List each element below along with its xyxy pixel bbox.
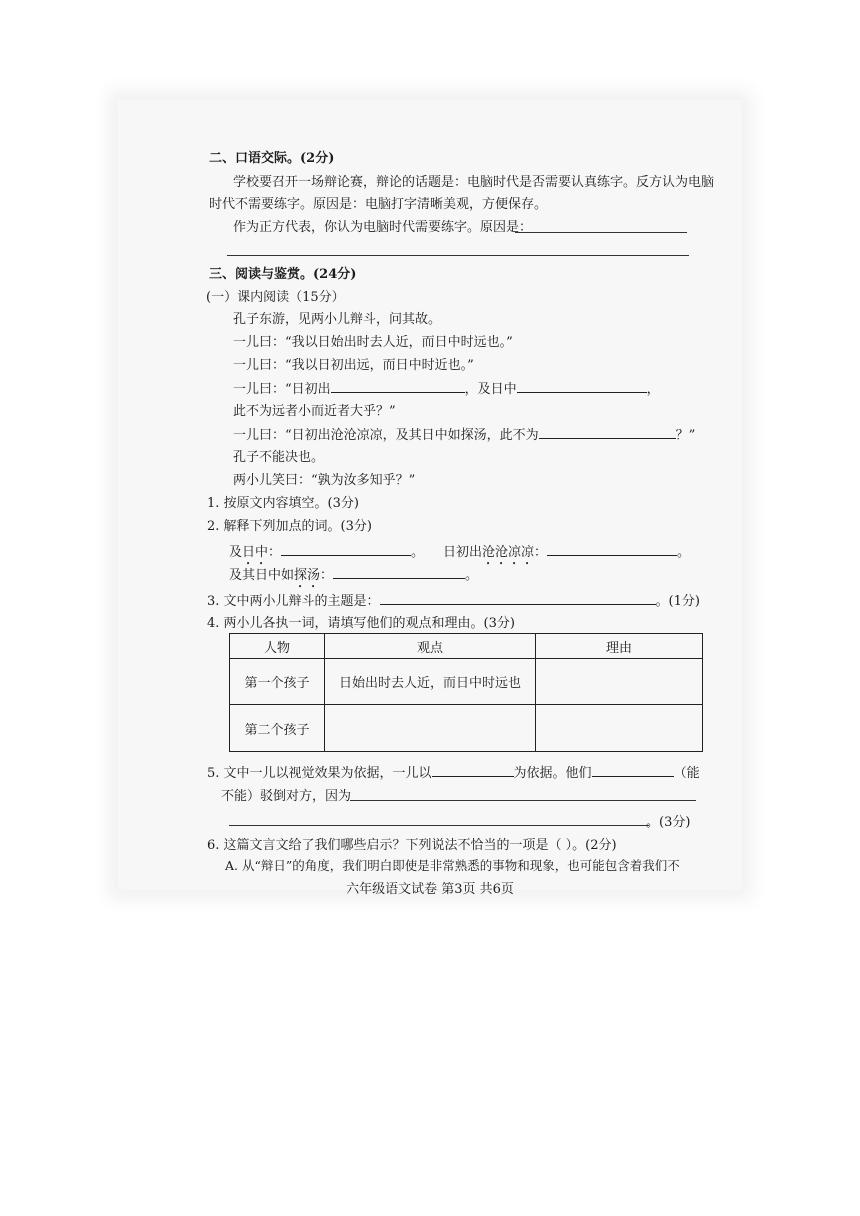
passage-line: 孔子不能决也。 <box>233 450 325 465</box>
q5-text: 为依据。他们 <box>513 766 592 781</box>
section-2-paragraph-line-1: 学校要召开一场辩论赛，辩论的话题是：电脑时代是否需要认真练字。反方认为电脑 <box>233 175 715 190</box>
table-header: 人物 <box>230 634 325 659</box>
table-cell-answer[interactable] <box>536 705 703 752</box>
q5-text: 5. 文中一儿以视觉效果为依据，一儿以 <box>207 766 432 781</box>
blank[interactable] <box>547 542 677 556</box>
table-header-row <box>230 634 703 659</box>
passage-line: 一儿曰：“我以日初出远，而日中时近也。” <box>233 358 474 373</box>
q2-item-3 <box>229 565 478 591</box>
question-5-line-1 <box>207 763 700 784</box>
q2-item-2 <box>443 542 690 568</box>
q2-text: 日初出 <box>443 545 483 560</box>
viewpoint-table <box>229 633 703 752</box>
answer-line[interactable] <box>515 232 687 233</box>
section-2-prompt: 作为正方代表，你认为电脑时代需要练字。原因是： <box>233 220 533 235</box>
q3-text: 3. 文中两小儿辩斗的主题是： <box>207 594 380 609</box>
answer-line[interactable] <box>350 800 696 801</box>
passage-text: 一儿曰：“日初出 <box>233 382 331 397</box>
table-cell-answer[interactable] <box>325 705 536 752</box>
table-row <box>230 659 703 705</box>
q2-text: 。 <box>411 545 425 560</box>
table-cell-answer[interactable] <box>536 659 703 705</box>
q5-score: 。(3分) <box>646 815 691 830</box>
passage-text: 一儿曰：“日初出沧沧凉凉，及其日中如探汤，此不为 <box>233 428 539 443</box>
question-6: 6. 这篇文言文给了我们哪些启示？下列说法不恰当的一项是（ ）。(2分) <box>207 838 617 853</box>
section-2-heading: 二、口语交际。(2分) <box>209 151 335 166</box>
q2-text: ： <box>534 545 548 560</box>
question-3 <box>207 591 700 612</box>
q5-text: （能 <box>673 766 700 781</box>
question-6-option-a: A. 从“辩日”的角度，我们明白即使是非常熟悉的事物和现象，也可能包含着我们不 <box>225 858 680 873</box>
passage-text: ， <box>646 382 660 397</box>
passage-text: ，及日中 <box>464 382 517 397</box>
blank[interactable] <box>333 565 465 579</box>
dotted-word: 沧沧凉凉 <box>482 545 535 560</box>
passage-line: 两小儿笑曰：“孰为汝多知乎？” <box>233 473 416 488</box>
answer-line[interactable] <box>229 825 649 826</box>
section-3-heading: 三、阅读与鉴赏。(24分) <box>209 267 357 282</box>
passage-text: ？” <box>675 428 696 443</box>
dotted-word: 日中 <box>242 545 269 560</box>
passage-line-with-blanks <box>233 379 660 400</box>
table-cell: 第二个孩子 <box>230 705 325 752</box>
passage-line: 此不为远者小而近者大乎？” <box>233 404 396 419</box>
question-4: 4. 两小儿各执一词，请填写他们的观点和理由。(3分) <box>207 616 515 631</box>
blank[interactable] <box>432 763 514 777</box>
q2-text: ： <box>268 545 282 560</box>
section-2-paragraph-line-2: 时代不需要练字。原因是：电脑打字清晰美观，方便保存。 <box>209 197 548 212</box>
table-header: 理由 <box>536 634 703 659</box>
blank[interactable] <box>331 379 465 393</box>
q2-text: 及其日中如 <box>229 568 295 583</box>
section-3-subheading: (一）课内阅读（15分） <box>206 290 345 305</box>
table-cell: 日始出时去人近，而日中时远也 <box>325 659 536 705</box>
blank[interactable] <box>281 542 411 556</box>
passage-line: 孔子东游，见两小儿辩斗，问其故。 <box>233 312 442 327</box>
q2-text: 。 <box>677 545 691 560</box>
passage-line-with-blank <box>233 425 695 446</box>
page-footer: 六年级语文试卷 第3页 共6页 <box>346 882 514 897</box>
table-header: 观点 <box>325 634 536 659</box>
q2-text: 及 <box>229 545 243 560</box>
blank[interactable] <box>380 591 656 605</box>
passage-line: 一儿曰：“我以日始出时去人近，而日中时远也。” <box>233 335 513 350</box>
question-5-line-2: 不能）驳倒对方，因为 <box>221 789 352 804</box>
table-cell: 第一个孩子 <box>230 659 325 705</box>
question-1: 1. 按原文内容填空。(3分) <box>207 496 359 511</box>
dotted-word: 探汤 <box>294 568 321 583</box>
answer-line[interactable] <box>227 255 689 256</box>
table-row <box>230 705 703 752</box>
blank[interactable] <box>539 425 676 439</box>
blank[interactable] <box>517 379 647 393</box>
q3-score: 。(1分) <box>655 594 700 609</box>
blank[interactable] <box>592 763 674 777</box>
q2-text: 。 <box>465 568 479 583</box>
question-2: 2. 解释下列加点的词。(3分) <box>207 519 372 534</box>
q2-text: ： <box>320 568 334 583</box>
